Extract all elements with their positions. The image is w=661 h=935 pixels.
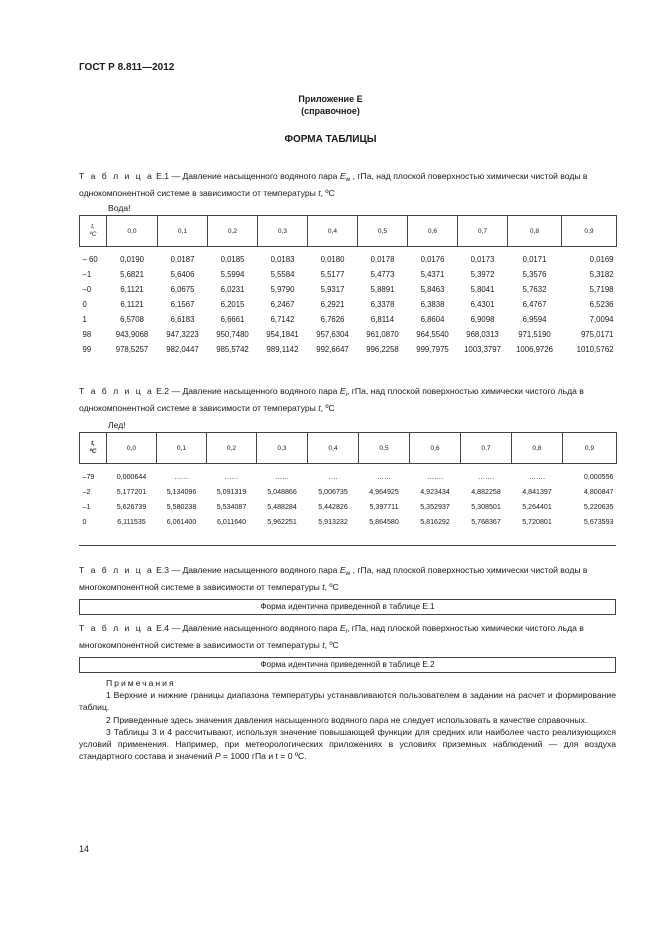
table-cell: 5,4371: [420, 270, 445, 279]
table-cell: 6,2015: [220, 300, 245, 309]
table-cell: 6,5708: [120, 315, 144, 324]
table-row: [80, 312, 617, 327]
table-cell: 5,913232: [318, 517, 348, 526]
table-cell: 5,091319: [216, 487, 247, 496]
table2-column-header: 0,4: [308, 433, 359, 464]
table-cell: 5,626739: [116, 502, 147, 511]
table-cell: 5,397711: [369, 502, 399, 511]
table2-column-header: 0,1: [157, 433, 207, 464]
table-cell: 5,768367: [471, 517, 501, 526]
table-row: [80, 327, 617, 342]
table-cell: 5,6821: [120, 270, 144, 279]
table-cell: 968,0313: [466, 330, 499, 339]
table-cell: 6,6183: [170, 315, 195, 324]
table-cell: 5,720801: [522, 517, 552, 526]
table1-column-header: 0,3: [258, 216, 308, 247]
table-cell: 1010,5762: [576, 345, 614, 354]
table-cell: ….: [328, 472, 338, 481]
row-temperature: –1: [82, 270, 92, 279]
table-cell: 971,5190: [518, 330, 551, 339]
table-cell: 954,1841: [266, 330, 299, 339]
table-row: [80, 514, 617, 529]
table-cell: 6,1121: [120, 300, 144, 309]
row-temperature: –79: [82, 472, 95, 481]
table-row: [80, 464, 617, 485]
table2-column-header: 0,0: [107, 433, 157, 464]
table-cell: 5,8463: [420, 285, 445, 294]
table-cell: 6,1121: [120, 285, 144, 294]
table-cell: 0,0185: [220, 255, 245, 264]
table-cell: 0,0180: [320, 255, 345, 264]
table-cell: 4,964925: [369, 487, 399, 496]
table2-phase-label: Лед!: [108, 420, 126, 430]
table-cell: 5,134096: [166, 487, 197, 496]
table2-header-row: [80, 433, 617, 464]
table-cell: 4,800847: [583, 487, 614, 496]
table-cell: 5,580238: [166, 502, 197, 511]
table-cell: 0,0169: [589, 255, 614, 264]
table-row: [80, 342, 617, 357]
table-cell: 5,5177: [320, 270, 345, 279]
notes-heading: Примечания: [106, 678, 176, 688]
document-header: ГОСТ Р 8.811—2012: [79, 62, 175, 73]
row-temperature: –2: [82, 487, 91, 496]
table-cell: 5,308501: [471, 502, 501, 511]
table-cell: 5,6406: [170, 270, 195, 279]
row-temperature: –1: [82, 502, 91, 511]
table-cell: 6,0231: [220, 285, 245, 294]
table-cell: 6,5236: [589, 300, 614, 309]
table-row: [80, 499, 617, 514]
table-cell: 6,0675: [170, 285, 195, 294]
note-2: 2 Приведенные здесь значения давления насыщенного водяного пара не следует использовать в качестве справочных.: [106, 714, 588, 725]
table-cell: 6,9098: [470, 315, 495, 324]
table-row: [80, 267, 617, 282]
note-3: 3 Таблицы 3 и 4 рассчитывают, используя значение повышающей функции для средних или наиболее часто реализующихся условий применения. Например, при метеорологических приложениях в условиях приземных наблюдений — для воздуха стандартного состава и значений P = 1000 гПа и t = 0 ºC.: [79, 726, 616, 762]
table2-column-header: 0,6: [410, 433, 461, 464]
table-cell: 0,0173: [470, 255, 495, 264]
table-cell: 950,7480: [216, 330, 249, 339]
table3-caption: Т а б л и ц а Е.3 — Давление насыщенного водяного пара $E_w$ , гПа, над плоской поверхностью химически чистой воды в многокомпонентной системе в зависимости от температуры t, ºC: [79, 565, 588, 592]
table2: [79, 432, 617, 529]
table-cell: 6,011640: [216, 517, 247, 526]
row-temperature: 0: [82, 300, 87, 309]
table-cell: 0,0187: [170, 255, 195, 264]
table-cell: 5,5584: [270, 270, 295, 279]
table1-column-header: 0,4: [308, 216, 358, 247]
table-cell: 4,923434: [420, 487, 450, 496]
table-row: [80, 247, 617, 268]
table-cell: 6,1567: [170, 300, 195, 309]
table-cell: 0,0171: [522, 255, 547, 264]
table-cell: 0,0178: [370, 255, 395, 264]
table-cell: 6,8604: [420, 315, 445, 324]
table-cell: 1006,9726: [516, 345, 553, 354]
table-cell: ……: [376, 472, 392, 481]
table1-column-header: 0,8: [508, 216, 562, 247]
table-cell: 964,5540: [416, 330, 449, 339]
table-row: [80, 484, 617, 499]
table-cell: 6,7142: [270, 315, 295, 324]
table-cell: 975,0171: [580, 330, 614, 339]
table-cell: 5,9317: [320, 285, 345, 294]
appendix-title: Приложение Е: [298, 94, 363, 104]
notes-section: [79, 677, 616, 762]
table-cell: 6,3838: [420, 300, 445, 309]
row-temperature: 0: [82, 517, 87, 526]
table-cell: 5,3972: [470, 270, 495, 279]
table-cell: 5,8041: [470, 285, 495, 294]
table2-column-header: 0,7: [461, 433, 512, 464]
table-cell: 943,9068: [115, 330, 149, 339]
table-cell: 6,3378: [370, 300, 395, 309]
table-cell: 5,264401: [522, 502, 552, 511]
table-cell: 6,9594: [522, 315, 547, 324]
table-cell: 6,2467: [270, 300, 295, 309]
table-cell: 4,841397: [522, 487, 552, 496]
table-cell: 7,0094: [589, 315, 614, 324]
row-temperature: – 60: [82, 255, 98, 264]
table-cell: 5,048866: [267, 487, 297, 496]
row-temperature: –0: [82, 285, 92, 294]
table-cell: 5,673593: [583, 517, 614, 526]
table-cell: 5,177201: [116, 487, 147, 496]
table-cell: 947,3223: [166, 330, 199, 339]
table1-column-header: 0,2: [208, 216, 258, 247]
table-cell: 5,7632: [522, 285, 547, 294]
table2-column-header: 0,2: [207, 433, 257, 464]
table-cell: 0,000556: [583, 472, 614, 481]
table-cell: 957,6304: [316, 330, 349, 339]
table-cell: 5,4773: [370, 270, 395, 279]
table2-t-header: t, ºC: [80, 433, 107, 464]
table-cell: 5,8891: [370, 285, 395, 294]
table-cell: 5,962251: [267, 517, 297, 526]
table1-column-header: 0,9: [562, 216, 617, 247]
table-cell: ……: [274, 472, 290, 481]
table-cell: 6,2921: [320, 300, 345, 309]
table1-column-header: 0,1: [158, 216, 208, 247]
page-number: 14: [79, 844, 90, 854]
table-cell: 0,0190: [120, 255, 144, 264]
table-cell: 6,111535: [117, 517, 146, 526]
row-temperature: 99: [82, 345, 92, 354]
table-cell: 5,534087: [216, 502, 247, 511]
table-row: [80, 297, 617, 312]
table-cell: 989,1142: [266, 345, 299, 354]
table1-column-header: 0,7: [458, 216, 508, 247]
note-1: 1 Верхние и нижние границы диапазона температуры устанавливаются пользователем в задании на расчет и формирование таблиц.: [79, 690, 616, 713]
appendix-subtitle: (справочное): [301, 106, 360, 116]
table-cell: 996,2258: [366, 345, 399, 354]
table2-column-header: 0,5: [359, 433, 410, 464]
row-temperature: 98: [82, 330, 92, 339]
table-cell: 5,9790: [270, 285, 295, 294]
table1-caption: Т а б л и ц а Е.1 — Давление насыщенного водяного пара $E_w$ , гПа, над плоской поверхностью химически чистой воды в однокомпонентной системе в зависимости от температуры t, ºC: [79, 171, 588, 198]
table-cell: …….: [426, 472, 444, 481]
table-cell: 5,488284: [267, 502, 297, 511]
table-cell: …….: [528, 472, 546, 481]
table-cell: 6,6661: [220, 315, 245, 324]
table-cell: ……: [174, 472, 189, 481]
table-cell: 6,061400: [166, 517, 197, 526]
table-cell: …….: [477, 472, 495, 481]
table-cell: 6,7626: [320, 315, 345, 324]
table1: [79, 215, 617, 357]
table2-column-header: 0,8: [512, 433, 563, 464]
form-title: ФОРМА ТАБЛИЦЫ: [284, 134, 377, 145]
table-cell: 5,220635: [583, 502, 614, 511]
table2-column-header: 0,3: [257, 433, 308, 464]
table-cell: 5,442826: [318, 502, 348, 511]
table-cell: 5,5994: [220, 270, 245, 279]
table-cell: 5,3182: [589, 270, 614, 279]
table4-form-note: Форма идентична приведенной в таблице Е.2: [79, 657, 616, 673]
table-cell: 6,8114: [370, 315, 395, 324]
table2-column-header: 0,9: [563, 433, 617, 464]
table-cell: 0,0176: [420, 255, 445, 264]
table-cell: 1003,3797: [464, 345, 501, 354]
table1-column-header: 0,5: [358, 216, 408, 247]
table2-caption: Т а б л и ц а Е.2 — Давление насыщенного водяного пара $E_i$, гПа, над плоской поверхностью химически чистого льда в однокомпонентной системе в зависимости от температуры t, ºC: [79, 386, 584, 413]
table-row: [80, 282, 617, 297]
table-cell: 0,000644: [116, 472, 147, 481]
table-cell: 5,864580: [369, 517, 399, 526]
table-cell: 6,4301: [470, 300, 495, 309]
table1-phase-label: Вода!: [108, 203, 131, 213]
table1-column-header: 0,0: [107, 216, 158, 247]
table2-bottom-rule: [79, 545, 616, 546]
table-cell: 5,006735: [318, 487, 348, 496]
table-cell: 999,7975: [416, 345, 449, 354]
table3-form-note: Форма идентична приведенной в таблице Е.1: [79, 599, 616, 615]
table-cell: 961,0870: [366, 330, 399, 339]
table-cell: 978,5257: [115, 345, 149, 354]
table-cell: 5,7198: [589, 285, 614, 294]
table-cell: ……: [224, 472, 239, 481]
table1-column-header: 0,6: [408, 216, 458, 247]
table-cell: 5,352937: [420, 502, 450, 511]
table-cell: 985,5742: [216, 345, 249, 354]
table-cell: 982,0447: [166, 345, 199, 354]
table-cell: 5,816292: [420, 517, 450, 526]
table1-header-row: [80, 216, 617, 247]
table-cell: 5,3576: [522, 270, 547, 279]
table-cell: 4,882258: [471, 487, 501, 496]
table-cell: 6,4767: [522, 300, 547, 309]
table-cell: 0,0183: [270, 255, 295, 264]
table4-caption: Т а б л и ц а Е.4 — Давление насыщенного водяного пара $E_i$, гПа, над плоской поверхностью химически чистого льда в многокомпонентной системе в зависимости от температуры t, ºC: [79, 623, 584, 650]
table1-t-header: t, ºC: [80, 216, 107, 247]
table-cell: 992,6647: [316, 345, 349, 354]
row-temperature: 1: [82, 315, 87, 324]
